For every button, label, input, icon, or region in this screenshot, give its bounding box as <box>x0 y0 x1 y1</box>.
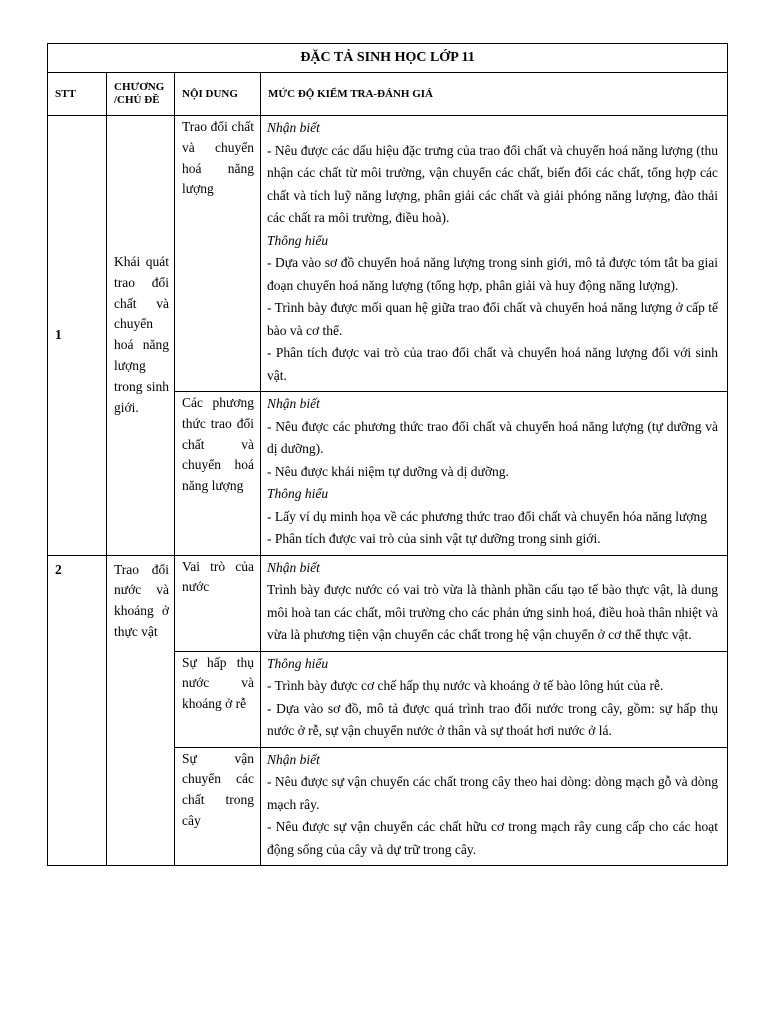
level-line: - Nêu được các phương thức trao đổi chất và chuyển hoá năng lượng (tự dưỡng và dị dưỡng). <box>267 418 719 456</box>
level-line: - Trình bày được cơ chế hấp thụ nước và khoáng ở tế bào lông hút của rễ. <box>267 678 664 693</box>
level-line: - Trình bày được mối quan hệ giữa trao đổi chất và chuyển hoá năng lượng ở cấp tế bào và cơ thể. <box>267 300 719 338</box>
table-title: ĐẶC TẢ SINH HỌC LỚP 11 <box>48 44 728 73</box>
chapter-cell: Trao đổi nước và khoáng ở thực vật <box>107 555 175 866</box>
level-line: - Phân tích được vai trò của sinh vật tự dưỡng trong sinh giới. <box>267 531 601 546</box>
header-content: NỘI DUNG <box>175 73 261 116</box>
level-line: - Nêu được sự vận chuyển các chất trong cây theo hai dòng: dòng mạch gỗ và dòng mạch rây. <box>267 774 719 812</box>
level-cell <box>261 651 728 747</box>
header-level: MỨC ĐỘ KIỂM TRA-ĐÁNH GIÁ <box>261 73 728 116</box>
title-row <box>48 44 728 73</box>
level-line: - Nêu được sự vận chuyển các chất hữu cơ trong mạch rây cung cấp cho các hoạt động sống của cây và dự trữ trong cây. <box>267 819 719 857</box>
table-row <box>48 116 728 392</box>
level-label: Nhận biết <box>267 396 320 411</box>
level-label: Thông hiểu <box>267 486 329 501</box>
content-cell: Sự vận chuyển các chất trong cây <box>175 747 261 866</box>
level-line: - Nêu được khái niệm tự dưỡng và dị dưỡng. <box>267 463 509 479</box>
stt-cell: 2 <box>48 555 107 866</box>
level-label: Nhận biết <box>267 559 320 575</box>
level-line: Trình bày được nước có vai trò vừa là thành phần cấu tạo tế bào thực vật, là dung môi hoà tan các chất, môi trường cho các phản ứng sinh hoá, điều hoà thân nhiệt và vừa là phương tiện vận chuyển các chất trong hệ vận chuyển ở cơ thể thực vật. <box>267 582 719 642</box>
level-cell <box>261 392 728 556</box>
level-line: - Phân tích được vai trò của trao đổi chất và chuyển hoá năng lượng đối với sinh vật. <box>267 345 719 383</box>
level-line: - Dựa vào sơ đồ chuyển hoá năng lượng trong sinh giới, mô tả được tóm tắt ba giai đoạn chuyển hoá năng lượng (tổng hợp, phân giải và huy động năng lượng). <box>267 255 719 293</box>
content-cell: Sự hấp thụ nước và khoáng ở rễ <box>175 651 261 747</box>
content-cell: Vai trò của nước <box>175 555 261 651</box>
table-row <box>48 555 728 651</box>
level-label: Thông hiểu <box>267 232 329 248</box>
header-chapter: CHƯƠNG /CHỦ ĐỀ <box>107 73 175 116</box>
level-label: Nhận biết <box>267 120 320 135</box>
stt-cell: 1 <box>48 116 107 556</box>
chapter-cell: Khái quát trao đổi chất và chuyển hoá năng lượng trong sinh giới. <box>107 116 175 556</box>
spec-table <box>47 43 728 866</box>
level-label: Nhận biết <box>267 751 320 767</box>
level-cell <box>261 555 728 651</box>
content-cell: Trao đổi chất và chuyển hoá năng lượng <box>175 116 261 392</box>
level-cell <box>261 747 728 866</box>
level-line: - Dựa vào sơ đồ, mô tả được quá trình trao đổi nước trong cây, gồm: sự hấp thụ nước ở rễ, sự vận chuyển nước ở thân và sự thoát hơi nước ở lá. <box>267 700 719 738</box>
level-line: - Nêu được các dấu hiệu đặc trưng của trao đổi chất và chuyển hoá năng lượng (thu nhận các chất từ môi trường, vận chuyển các chất, biến đổi các chất, tổng hợp các chất và tích luỹ năng lượng, phân giải các chất và giải phóng năng lượng, đào thải các chất ra môi trường, điều hoà). <box>267 142 719 225</box>
level-line: - Lấy ví dụ minh họa về các phương thức trao đổi chất và chuyển hóa năng lượng <box>267 508 707 524</box>
header-row <box>48 73 728 116</box>
level-label: Thông hiểu <box>267 655 329 671</box>
content-cell: Các phương thức trao đổi chất và chuyển hoá năng lượng <box>175 392 261 556</box>
header-stt: STT <box>48 73 107 116</box>
level-cell <box>261 116 728 392</box>
